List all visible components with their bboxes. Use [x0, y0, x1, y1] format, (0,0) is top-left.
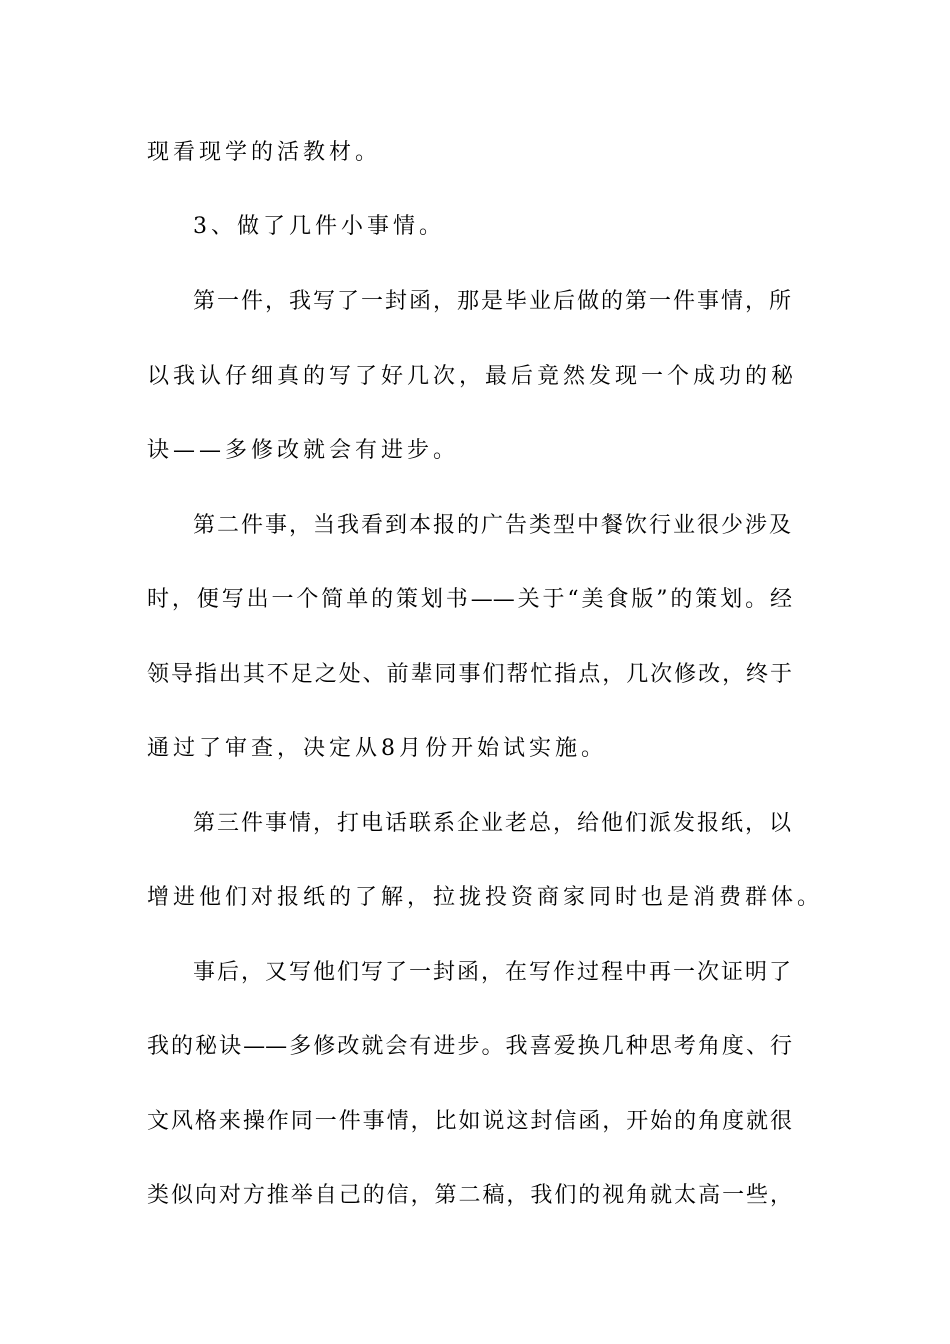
text-line: 现看现学的活教材。	[147, 140, 382, 165]
text-line: 第三件事情，打电话联系企业老总，给他们派发报纸，以	[193, 811, 791, 836]
text-line: 类似向对方推举自己的信，第二稿，我们的视角就太高一些，	[147, 1183, 792, 1208]
text-line: 文风格来操作同一件事情，比如说这封信函，开始的角度就很	[147, 1109, 792, 1134]
text-line: 我的秘诀——多修改就会有进步。我喜爱换几种思考角度、行	[147, 1034, 792, 1059]
text-line: 事后，又写他们写了一封函，在写作过程中再一次证明了	[193, 960, 791, 985]
text-line: 诀——多修改就会有进步。	[147, 438, 460, 463]
text-line: 第二件事，当我看到本报的广告类型中餐饮行业很少涉及	[193, 513, 791, 538]
text-line: 领导指出其不足之处、前辈同事们帮忙指点，几次修改，终于	[147, 662, 792, 687]
text-line: 第一件，我写了一封函，那是毕业后做的第一件事情，所	[193, 289, 791, 314]
text-line: 通过了审查，决定从8月份开始试实施。	[147, 736, 607, 761]
text-line: 增进他们对报纸的了解，拉拢投资商家同时也是消费群体。	[147, 885, 824, 910]
text-line: 时，便写出一个简单的策划书——关于“美食版”的策划。经	[147, 587, 792, 612]
text-line: 以我认仔细真的写了好几次，最后竟然发现一个成功的秘	[147, 364, 798, 389]
section-heading: 3、做了几件小事情。	[193, 214, 445, 239]
